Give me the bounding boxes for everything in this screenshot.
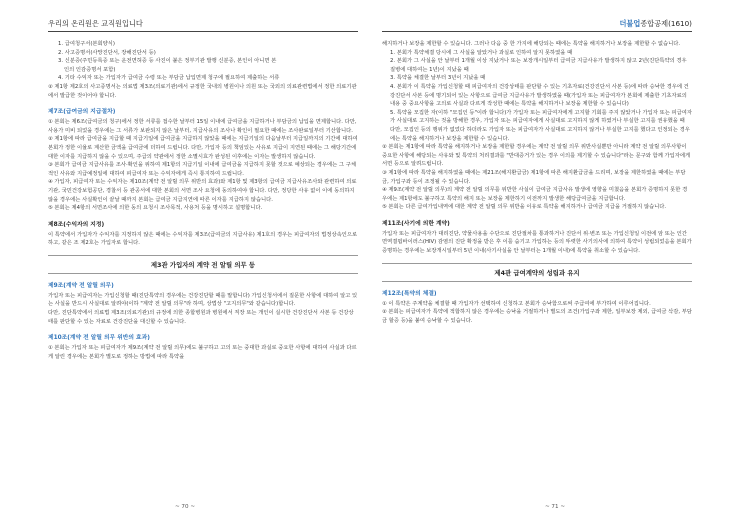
paragraph: ③ 제1항에 따라 특약을 해지하였을 때에는 제21조(해지환급금) 제1항에 따른 해지환급금을 드리며, 보장을 제한하였을 때에는 부담금, 가입구좌 등이 조정될 수 있습니다. [382,169,686,185]
paragraph: ④ 제9조(계약 전 알릴 의무)의 계약 전 알릴 의무를 위반한 사실이 급여금 지급사유 발생에 영향을 미쳤음을 본회가 증명하지 못한 경우에는 제1항에도 불구하고 특약의 해지 또는 보장을 제한하기 이전까지 발생한 해당급여금을 지급합니다. [382,187,688,202]
article-10-continued [382,40,692,212]
left-header-rule [48,31,358,32]
page-number-right: ~ 71 ~ [544,504,566,510]
article-12-body [382,300,692,326]
article-title-10: 제10조(계약 전 알릴 의무 위반의 효과) [48,335,150,342]
left-header: 우리의 온리원은 교직원입니다 [48,19,143,28]
paragraph: ② 제1항에 따라 급여금을 지급할 때 지급기일에 급여금을 지급하지 않았을 때에는 지급기일의 다음날부터 지급일까지의 기간에 대하여 본회가 정한 이율로 계산한 금액을 급여금에 더하여 드립니다. 다만, 가입자 등의 책임있는 사유로 지급이 지연된 때에는 그 해당기간에 대한 이자를 지급하지 않을 수 있으며, 주급의 약관에서 정한 소멸시효가 완성된 이후에는 이자는 발생하지 않습니다. [48,136,358,160]
paragraph: ③ 본회가 급여금 지급사유를 조사·확인을 위하여 제1항의 지급기일 이내에 급여금을 지급하지 못할 것으로 예상되는 경우에는 그 구체적인 사유와 지급예정일에 대하여 피급여자 또는 수익자에게 즉시 통지하여 드립니다. [48,162,356,177]
article-title-11: 제11조(사기에 의한 계약) [382,220,450,227]
paragraph: ① 본회는 가입자 또는 피급여자가 제9조(계약 전 알릴 의무)에도 불구하고 고의 또는 중대한 과실로 중요한 사항에 대하여 사실과 다르게 알린 경우에는 본회가 별도로 정하는 방법에 따라 특약을 [48,345,357,360]
article-title-8: 제8조(수익자의 지정) [48,221,105,228]
paragraph: ① 이 특약은 주계약을 체결할 때 가입자가 선택하여 신청하고 본회가 승낙함으로써 주급여에 부가하여 이루어집니다. [382,300,651,307]
header-brand: 더불업 [619,19,641,28]
article-10-body [48,344,358,361]
article-title-9: 제9조(계약 전 알릴 의무) [48,282,114,289]
paragraph: 해지하거나 보장을 제한할 수 있습니다. 그러나 다음 중 한 가지에 해당되는 때에는 특약을 해지하거나 보장을 제한할 수 없습니다. [382,41,681,47]
article-8-body [48,231,358,248]
list-item: 5. 특약을 모집한 자(이하 "모집인 등"이라 합니다)가 가입자 또는 피급여자에게 고지할 기회를 주지 않았거나 가입자 또는 피급여자가 사실대로 고지하는 것을 방해한 경우, 가입자 또는 피급여자에게 사실대로 고지하지 않게 하였거나 부실한 고지를 권유했을 때 [390,109,692,125]
list-item: 1. 급여청구서(본회양식) [58,41,115,47]
list-item: 2. 사고증명서(사망진단서, 장해진단서 등) [58,49,156,56]
article-11-body [382,230,692,256]
list-item: 인의 인감증명서 포함) [64,66,116,73]
list-item: 다만, 모집인 등의 행위가 없었다 하더라도 가입자 또는 피급여자가 사실대로 고지하지 않거나 부실한 고지를 했다고 인정되는 경우에는 특약을 해지하거나 보장을 제한할 수 있습니다. [390,126,690,142]
list-item: 1. 본회가 특약체결 당시에 그 사실을 알았거나 과실로 인하여 알지 못하였을 때 [390,49,573,56]
list-item: 4. 기타 수익자 또는 가입자가 급여금 수령 또는 부담금 납입면제 청구에 필요하여 제출하는 서류 [58,75,280,82]
chapter-heading-3: 제3관 가입자의 계약 전 알릴 의무 등 [48,255,358,274]
paragraph: ② 제1항 제2호의 사고증명서는 의료법 제3조(의료기관)에서 규정한 국내의 병원이나 의원 또는 국외의 의료관련법에서 정한 의료기관에서 발급한 것이어야 합니다. [48,83,357,99]
list-item: 4. 본회가 이 특약을 가입신청할 때 피급여자의 건강상태를 판단할 수 있는 기초자료(건강진단서 사본 등)에 따라 승낙한 경우에 건강진단서 사본 등에 명기되어 있는 사항으로 급여금 지급사유가 발생하였을 때(가입자 또는 피급여자가 본회에 제출한 기초자료의 내용 중 중요사항을 고의로 사실과 다르게 작성한 때에는 특약을 해지하거나 보장을 제한할 수 있습니다) [390,83,689,108]
article-7-body [48,118,358,213]
left-items [48,40,358,100]
paragraph: ① 본회는 제6조(급여금의 청구)에서 정한 서류를 접수한 날부터 15일 이내에 급여금을 지급하거나 부담금의 납입을 면제합니다. 다만, 사용가 미비 되었을 경우에는 그 서류가 보완되지 않은 날부터, 지급사유의 조사나 확인이 필요한 때에는 조사완료일부터 기산합니다. [48,119,357,134]
header-product: 종합공제(1610) [640,19,692,28]
paragraph: ⑤ 본회는 제4항의 서면조사에 의한 동의 요청시 조사목적, 사용처 등을 명시하고 설명합니다. [48,205,263,212]
paragraph: 가입자 또는 피급여자가 대리진단, 약물사용을 수단으로 진단절차를 통과하거나 진단서 위·변조 또는 가입신청일 이전에 암 또는 인간면역결핍바이러스(HIV) 감염의 진단 확정을 받은 후 이를 숨기고 가입하는 등의 뚜렷한 사기의사에 의하여 특약이 성립되었음을 본회가 증명하는 경우에는 보장개시일부터 5년 이내(사기사실을 안 날부터는 1개월 이내)에 특약을 취소할 수 있습니다. [382,230,692,255]
paragraph: ⑤ 본회는 다른 급여가입내역에 대한 계약 전 알릴 의무 위반을 이유로 특약을 해지하거나 급여금 지급을 거절하지 않습니다. [382,204,667,211]
list-item: 3. 특약을 체결한 날부터 3년이 지났을 때 [390,75,486,82]
paragraph: 다만, 진단특약에서 의료법 제3조(의료기관)의 규정에 의한 종합병원과 병원에서 직장 또는 개인이 실시한 건강진단서 사본 등 건강상태를 판단할 수 있는 자료로 건강진단을 대신할 수 있습니다. [48,310,354,325]
paragraph: 이 특약에서 가입자가 수익자를 지정하지 않은 때에는 수익자를 제3조(급여금의 지급사유) 제1호의 경우는 피급여자의 법정상속인으로 하고, 같은 조 제2호는 가입자로 합니다. [48,231,358,247]
paragraph: ② 본회는 피급여자가 특약에 적합하지 않은 경우에는 승낙을 거절하거나 별도의 조건(가입구좌 제한, 일부보장 제외, 급여금 삭감, 부담금 할증 등)을 붙여 승낙할 수 있습니다. [382,309,692,324]
paragraph: ④ 가입자, 피급여자 또는 수익자는 제10조(계약 전 알릴 의무 위반의 효과)와 제1항 및 제3항의 급여금 지급사유조사와 관련하여 의료기관, 국민건강보험공단, 경찰서 등 관공서에 대한 본회의 서면 조사 요청에 동의하여야 합니다. 다만, 정당한 사유 없이 이에 동의하지 않을 경우에는 사실확인이 끝날 때까지 본회는 급여금 지급지연에 따른 이자를 지급하지 않습니다. [48,179,357,203]
right-header [382,18,692,30]
paragraph: ② 본회는 제1항에 따라 특약을 해지하거나 보장을 제한할 경우에는 계약 전 알릴 의무 위반사실뿐만 아니라 계약 전 알릴 의무사항이 중요한 사항에 해당되는 사유와 및 특약의 처리결과를 "반대증거가 있는 경우 이의를 제기할 수 있습니다"라는 문구와 함께 가입자에게 서면 등으로 알려드립니다. [382,144,691,168]
article-title-12: 제12조(특약의 체결) [382,290,437,297]
paragraph: 가입자 또는 피급여자는 가입신청할 때(진단특약의 경우에는 건강진단할 때를 말합니다) 가입신청서에서 질문한 사항에 대하여 알고 있는 사실을 반드시 사실대로 알려야(이하 "계약 전 알릴 의무"라 하며, 상법상 "고지의무"와 같습니다)합니다. [48,292,358,308]
list-item: 3. 신분증(주민등록증 또는 운전면허증 등 사진이 붙은 정부기관 발행 신분증, 본인이 아니면 본 [58,58,277,65]
right-page [370,0,740,524]
list-item: 2. 본회가 그 사실을 안 날부터 1개월 이상 지났거나 또는 보장개시일부터 급여금 지급사유가 발생하지 않고 2년(진단특약의 경우 질병에 대하여는 1년)이 지났을 때 [390,58,687,73]
chapter-heading-4: 제4관 급여계약의 성립과 유지 [382,263,692,282]
article-9-body [48,292,358,326]
article-title-7: 제7조(급여금의 지급절차) [48,109,116,116]
page-number-left: ~ 70 ~ [174,504,196,510]
right-header-rule [382,31,692,32]
